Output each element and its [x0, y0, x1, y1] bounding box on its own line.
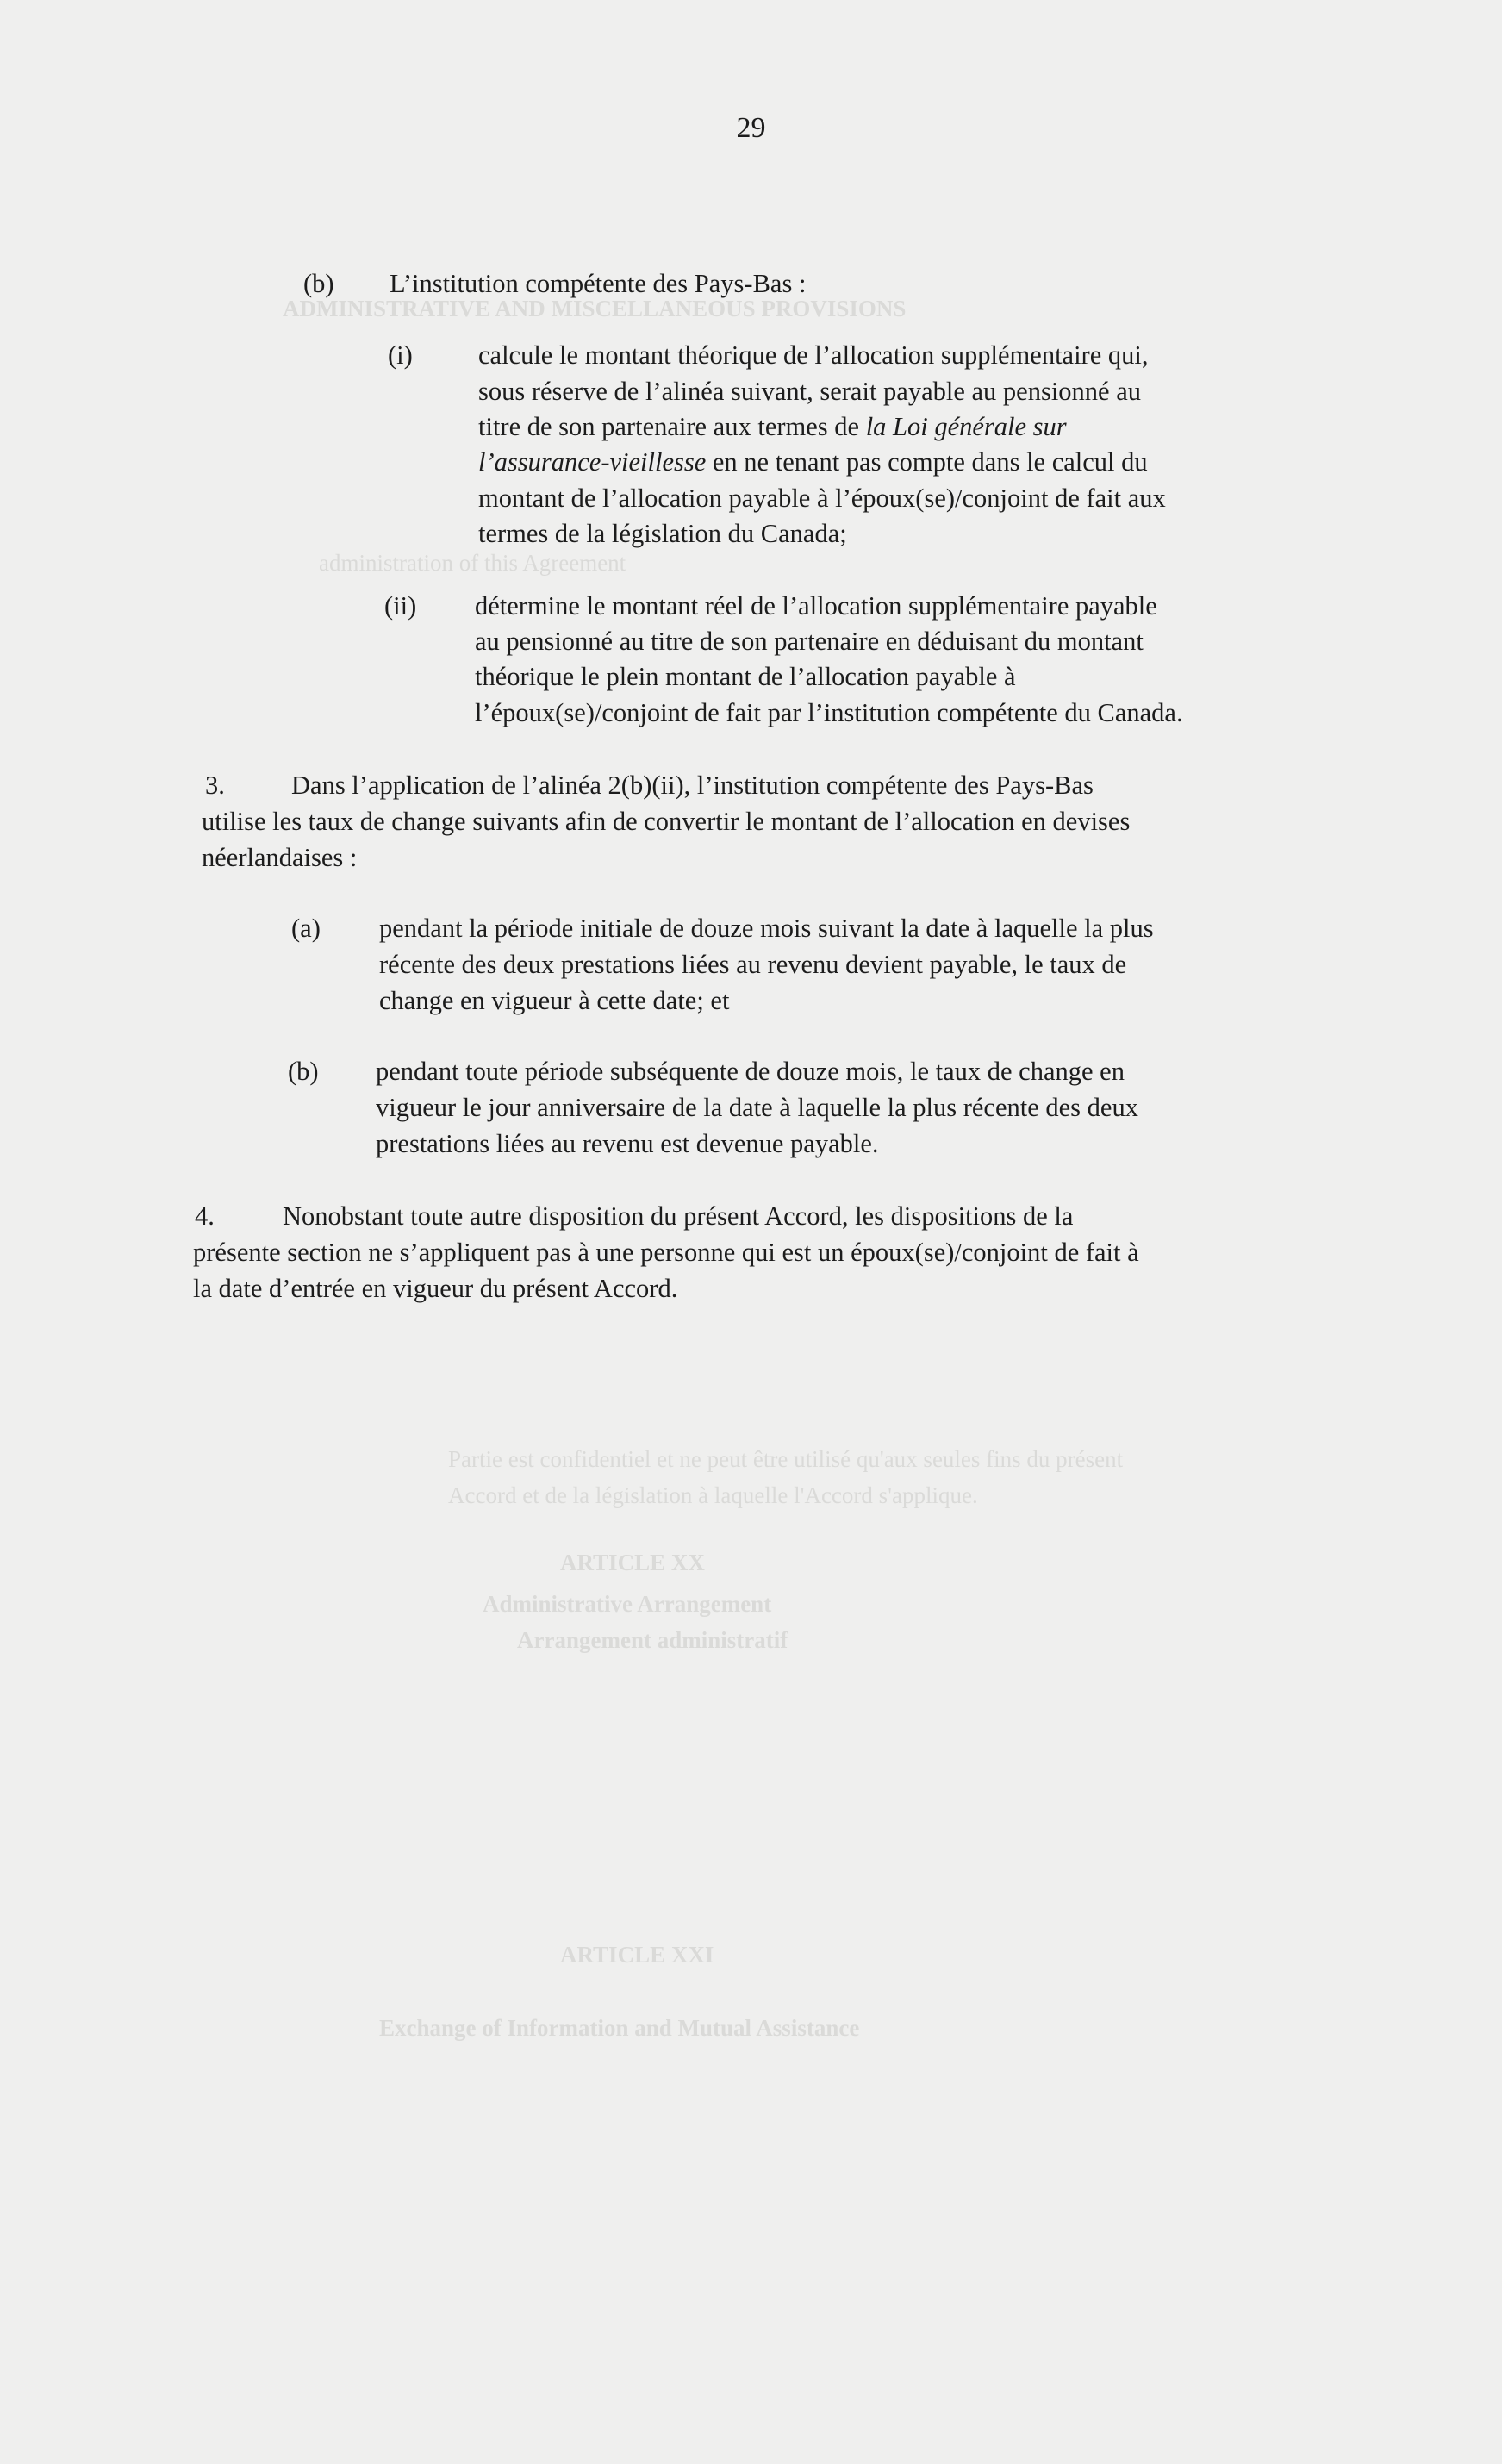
para-3-line: utilise les taux de change suivants afin de convertir le montant de l’allocation en devises [202, 807, 1131, 836]
sub-i-line: termes de la législation du Canada; [478, 519, 847, 548]
sub-ii-line: détermine le montant réel de l’allocation supplémentaire payable [475, 591, 1157, 621]
para-3-a-line: change en vigueur à cette date; et [379, 986, 730, 1015]
sub-i-line [478, 414, 1067, 440]
sub-i-text: en ne tenant pas compte dans le calcul du [706, 447, 1148, 477]
para-3-number: 3. [205, 770, 225, 800]
bleed-through-subheading-2: Exchange of Information and Mutual Assistance [379, 2015, 860, 2041]
para-4-line: Nonobstant toute autre disposition du présent Accord, les dispositions de la [283, 1201, 1074, 1231]
para-3-b-label: (b) [288, 1057, 319, 1086]
para-3-a-label: (a) [291, 914, 321, 943]
para-4-number: 4. [195, 1201, 215, 1231]
para-3-line: néerlandaises : [202, 843, 358, 872]
para-3-b-line: vigueur le jour anniversaire de la date à laquelle la plus récente des deux [376, 1093, 1138, 1122]
sub-ii-line: l’époux(se)/conjoint de fait par l’institution compétente du Canada. [475, 698, 1183, 727]
para-3-b-line: pendant toute période subséquente de douze mois, le taux de change en [376, 1057, 1125, 1086]
bleed-through-article-2: ARTICLE XXI [560, 1942, 714, 1968]
para-3-b-line: prestations liées au revenu est devenue payable. [376, 1129, 879, 1158]
sub-i-line [478, 449, 1148, 476]
bleed-through-article: ARTICLE XX [560, 1550, 705, 1575]
bleed-through-subheading-fr: Arrangement administratif [517, 1627, 788, 1653]
para-4-line: la date d’entrée en vigueur du présent Accord. [193, 1274, 678, 1303]
law-title-italic: la Loi générale sur [865, 412, 1067, 441]
bleed-through-line-2: Partie est confidentiel et ne peut être utilisé qu'aux seules fins du présent [448, 1446, 1124, 1472]
sub-i-line: sous réserve de l’alinéa suivant, serait payable au pensionné au [478, 377, 1141, 406]
sub-ii-line: au pensionné au titre de son partenaire en déduisant du montant [475, 627, 1144, 656]
sub-ii-line: théorique le plein montant de l’allocation payable à [475, 662, 1016, 691]
para-3-a-line: pendant la période initiale de douze mois suivant la date à laquelle la plus [379, 914, 1154, 943]
para-3-line: Dans l’application de l’alinéa 2(b)(ii), l’institution compétente des Pays-Bas [291, 770, 1094, 800]
item-b-label: (b) [303, 269, 334, 298]
page-number: 29 [736, 112, 766, 144]
item-b-heading: L’institution compétente des Pays-Bas : [390, 269, 807, 298]
para-4-line: présente section ne s’appliquent pas à une personne qui est un époux(se)/conjoint de fait à [193, 1238, 1139, 1267]
sub-i-label: (i) [388, 340, 413, 370]
law-title-italic: l’assurance-vieillesse [478, 447, 707, 477]
bleed-through-line-3: Accord et de la législation à laquelle l'Accord s'applique. [448, 1482, 978, 1508]
bleed-through-line: administration of this Agreement [319, 550, 626, 576]
sub-i-line: montant de l’allocation payable à l’époux(se)/conjoint de fait aux [478, 483, 1166, 513]
sub-ii-label: (ii) [384, 591, 417, 621]
bleed-through-heading: ADMINISTRATIVE AND MISCELLANEOUS PROVISIONS [283, 296, 907, 321]
sub-i-line: calcule le montant théorique de l’allocation supplémentaire qui, [478, 340, 1149, 370]
para-3-a-line: récente des deux prestations liées au revenu devient payable, le taux de [379, 950, 1127, 979]
bleed-through-subheading: Administrative Arrangement [483, 1591, 772, 1617]
sub-i-text: titre de son partenaire aux termes de [478, 412, 866, 441]
